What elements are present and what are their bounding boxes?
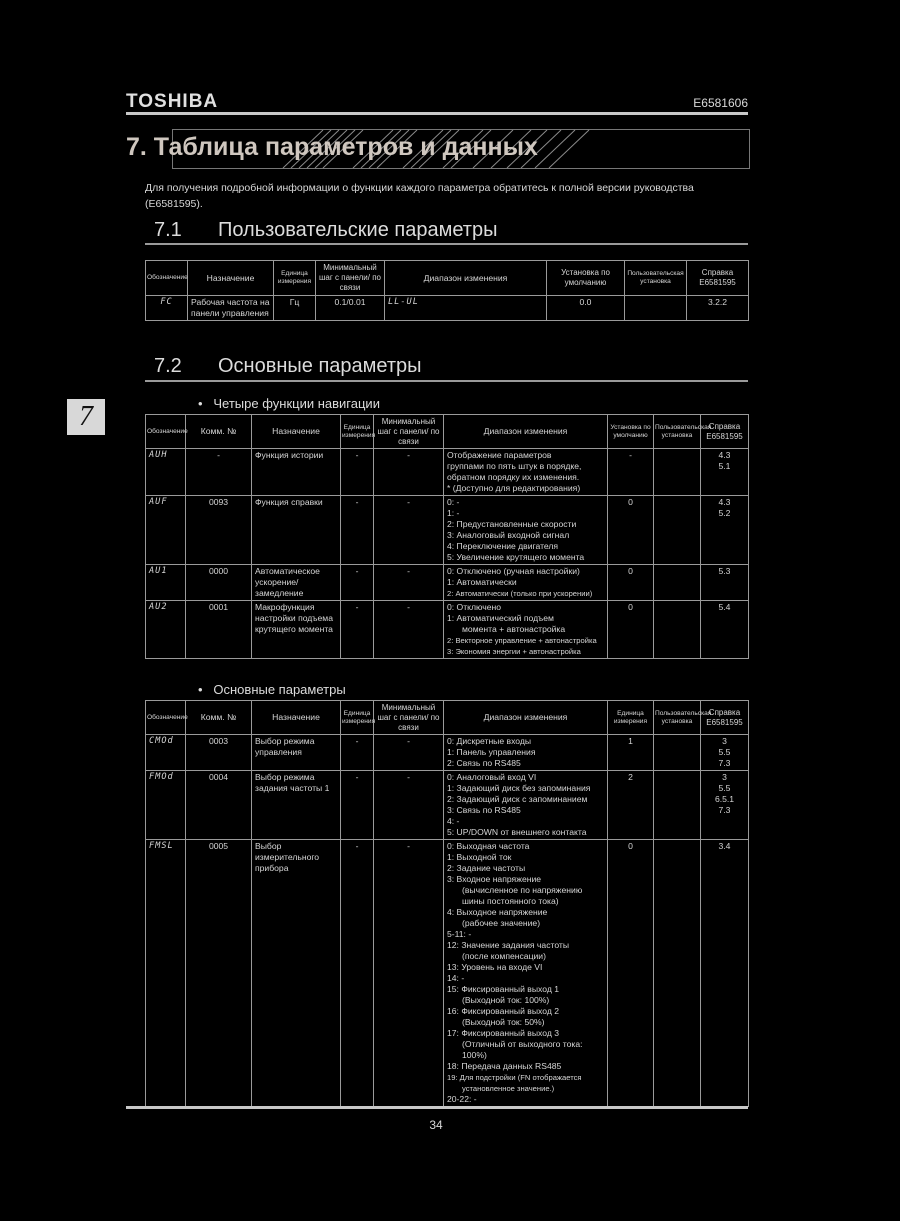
bullet-basic-label: Основные параметры xyxy=(213,682,346,697)
param-user xyxy=(654,735,701,771)
col-range: Диапазон изменения xyxy=(385,261,547,296)
param-name: Макрофункция настройки подъема крутящего момента xyxy=(252,601,341,659)
param-comm: 0003 xyxy=(186,735,252,771)
param-range: 0: Аналоговый вход VI 1: Задающий диск без запоминания 2: Задающий диск с запоминанием 3: Связь по RS485 4: - 5: UP/DOWN от внешнего контакта xyxy=(444,771,608,840)
param-default: 0.0 xyxy=(547,296,625,321)
param-name: Выбор измерительного прибора xyxy=(252,840,341,1107)
col-user: Пользовательская установка xyxy=(625,261,687,296)
param-comm: 0004 xyxy=(186,771,252,840)
header-rule xyxy=(126,112,748,115)
param-user xyxy=(625,296,687,321)
col-step: Минимальный шаг с панели/ по связи xyxy=(374,701,444,735)
col-range: Диапазон изменения xyxy=(444,415,608,449)
param-unit: - xyxy=(341,735,374,771)
bullet-basic: • Основные параметры xyxy=(198,682,346,697)
param-comm: 0001 xyxy=(186,601,252,659)
param-ref: 5.4 xyxy=(701,601,749,659)
user-params-table xyxy=(145,260,749,321)
col-range: Диапазон изменения xyxy=(444,701,608,735)
col-step: Минимальный шаг с панели/ по связи xyxy=(374,415,444,449)
col-symbol: Обозначение xyxy=(146,701,186,735)
table-row xyxy=(146,735,749,771)
param-step: - xyxy=(374,601,444,659)
table-row xyxy=(146,565,749,601)
param-default: - xyxy=(608,449,654,496)
param-symbol: AUF xyxy=(146,496,186,565)
section-7-2-heading xyxy=(154,355,422,378)
col-step: Минимальный шаг с панели/ по связи xyxy=(316,261,385,296)
col-symbol: Обозначение xyxy=(146,261,188,296)
param-ref: 5.3 xyxy=(701,565,749,601)
param-name: Автоматическое ускорение/ замедление xyxy=(252,565,341,601)
basic-params-table xyxy=(145,700,749,1107)
param-name: Функция истории xyxy=(252,449,341,496)
param-unit: - xyxy=(341,601,374,659)
section-title: Пользовательские параметры xyxy=(218,219,498,241)
param-range: LL-UL xyxy=(385,296,547,321)
param-name: Рабочая частота на панели управления xyxy=(188,296,274,321)
col-user: Пользовательская установка xyxy=(654,701,701,735)
section-title: Основные параметры xyxy=(218,355,422,377)
chapter-title: 7. Таблица параметров и данных xyxy=(126,133,538,161)
toshiba-logo: TOSHIBA xyxy=(126,91,219,112)
param-step: - xyxy=(374,565,444,601)
param-unit: - xyxy=(341,449,374,496)
param-range: 0: Выходная частота 1: Выходной ток 2: Задание частоты 3: Входное напряжение (вычисленное по напряжению шины постоянного тока) 4: Выходное напряжение (рабочее значение) 5-11: - 12: Значение задания частоты (после компенсации) 13: Уровень на входе VI 14: - 15: Фиксированный выход 1 (Выходной ток: 100%) 16: Фиксированный выход 2 (Выходной ток: 50%) 17: Фиксированный выход 3 (Отличный от выходного тока: 100%) 18: Передача данных RS485 19: Для подстройки (FN отображается установленное значение.) 20-22: - xyxy=(444,840,608,1107)
param-name: Выбор режима задания частоты 1 xyxy=(252,771,341,840)
param-step: - xyxy=(374,735,444,771)
param-default: 1 xyxy=(608,735,654,771)
col-ref: Справка E6581595 xyxy=(701,701,749,735)
param-symbol: AUH xyxy=(146,449,186,496)
table-row xyxy=(146,771,749,840)
param-default: 0 xyxy=(608,601,654,659)
param-user xyxy=(654,496,701,565)
param-unit: - xyxy=(341,565,374,601)
param-ref: 4.3 5.2 xyxy=(701,496,749,565)
param-default: 0 xyxy=(608,840,654,1107)
page-number: 34 xyxy=(429,1118,443,1132)
param-comm: 0005 xyxy=(186,840,252,1107)
section-number: 7.1 xyxy=(154,219,182,241)
col-default: Единица измерения xyxy=(608,701,654,735)
param-step: - xyxy=(374,840,444,1107)
param-step: - xyxy=(374,771,444,840)
param-range: 0: - 1: - 2: Предустановленные скорости 3: Аналоговый входной сигнал 4: Переключение двигателя 5: Увеличение крутящего момента xyxy=(444,496,608,565)
param-ref: 3.4 xyxy=(701,840,749,1107)
col-name: Назначение xyxy=(252,415,341,449)
param-name: Функция справки xyxy=(252,496,341,565)
param-range: 0: Отключено (ручная настройки) 1: Автоматически 2: Автоматически (только при ускорении) xyxy=(444,565,608,601)
param-symbol: CMOd xyxy=(146,735,186,771)
param-range: Отображение параметров группами по пять штук в порядке, обратном порядку их изменения. * (Доступно для редактирования) xyxy=(444,449,608,496)
col-unit: Единица измерения xyxy=(341,701,374,735)
col-name: Назначение xyxy=(188,261,274,296)
bullet-nav: • Четыре функции навигации xyxy=(198,396,380,411)
param-symbol: FC xyxy=(146,296,188,321)
param-unit: - xyxy=(341,496,374,565)
param-unit: - xyxy=(341,840,374,1107)
col-ref: Справка E6581595 xyxy=(687,261,749,296)
col-ref: Справка E6581595 xyxy=(701,415,749,449)
param-unit: - xyxy=(341,771,374,840)
param-comm: - xyxy=(186,449,252,496)
table-row xyxy=(146,840,749,1107)
param-symbol: AU1 xyxy=(146,565,186,601)
navigation-table xyxy=(145,414,749,659)
col-comm: Комм. № xyxy=(186,415,252,449)
param-symbol: FMOd xyxy=(146,771,186,840)
col-unit: Единица измерения xyxy=(341,415,374,449)
bullet-nav-label: Четыре функции навигации xyxy=(213,396,380,411)
param-ref: 3 5.5 6.5.1 7.3 xyxy=(701,771,749,840)
param-unit: Гц xyxy=(274,296,316,321)
col-user: Пользовательская установка xyxy=(654,415,701,449)
param-user xyxy=(654,601,701,659)
chapter-tab: 7 xyxy=(67,399,105,435)
col-default: Установка по умолчанию xyxy=(608,415,654,449)
col-symbol: Обозначение xyxy=(146,415,186,449)
col-name: Назначение xyxy=(252,701,341,735)
param-symbol: AU2 xyxy=(146,601,186,659)
table-row xyxy=(146,496,749,565)
col-unit: Единица измерения xyxy=(274,261,316,296)
doc-number: E6581606 xyxy=(693,96,748,110)
param-default: 0 xyxy=(608,496,654,565)
col-comm: Комм. № xyxy=(186,701,252,735)
param-comm: 0000 xyxy=(186,565,252,601)
param-comm: 0093 xyxy=(186,496,252,565)
table-row xyxy=(146,296,749,321)
param-ref: 4.3 5.1 xyxy=(701,449,749,496)
param-ref: 3 5.5 7.3 xyxy=(701,735,749,771)
section-7-1-heading xyxy=(154,219,497,242)
param-user xyxy=(654,449,701,496)
section-number: 7.2 xyxy=(154,355,182,377)
col-default: Установка по умолчанию xyxy=(547,261,625,296)
param-user xyxy=(654,565,701,601)
param-name: Выбор режима управления xyxy=(252,735,341,771)
param-symbol: FMSL xyxy=(146,840,186,1107)
param-default: 2 xyxy=(608,771,654,840)
table-row xyxy=(146,449,749,496)
intro-text: Для получения подробной информации о функции каждого параметра обратитесь к полной версии руководства (E6581595). xyxy=(145,182,694,210)
param-range: 0: Отключено 1: Автоматический подъем момента + автонастройка 2: Векторное управление + автонастройка 3: Экономия энергии + автонастройка xyxy=(444,601,608,659)
section-rule xyxy=(145,243,748,245)
param-ref: 3.2.2 xyxy=(687,296,749,321)
param-default: 0 xyxy=(608,565,654,601)
param-step: 0.1/0.01 xyxy=(316,296,385,321)
footer-rule xyxy=(126,1106,748,1109)
param-range: 0: Дискретные входы 1: Панель управления 2: Связь по RS485 xyxy=(444,735,608,771)
section-rule xyxy=(145,380,748,382)
param-step: - xyxy=(374,449,444,496)
param-user xyxy=(654,771,701,840)
table-row xyxy=(146,601,749,659)
param-user xyxy=(654,840,701,1107)
param-step: - xyxy=(374,496,444,565)
